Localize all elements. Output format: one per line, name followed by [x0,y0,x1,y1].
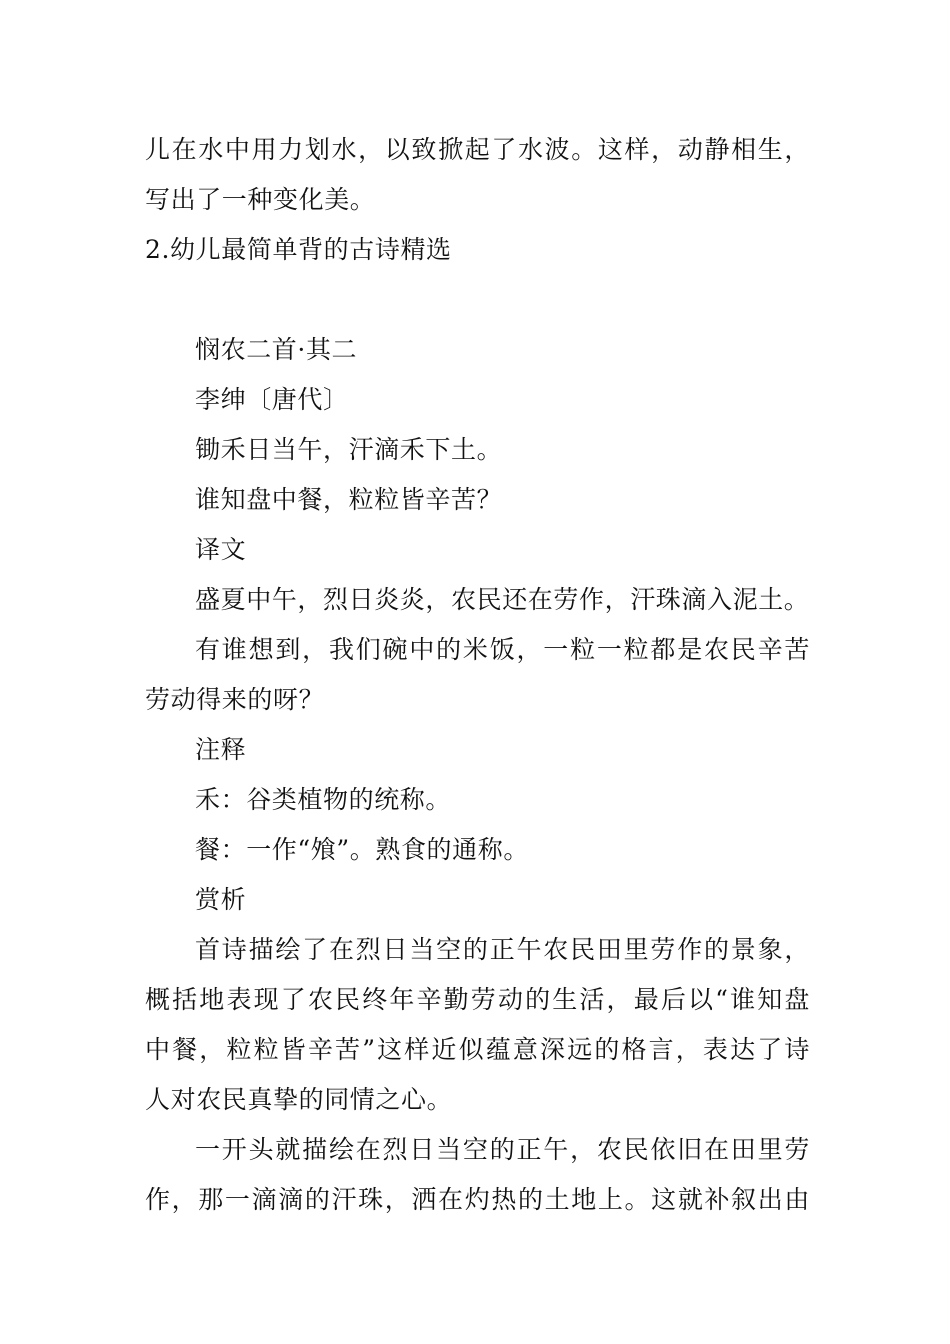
note-item-1: 禾：谷类植物的统称。 [195,785,452,814]
translation-line-3: 劳动得来的呀？ [145,685,325,714]
appreciation-p1-line-4: 人对农民真挚的同情之心。 [145,1085,453,1114]
appreciation-p1-line-1: 首诗描绘了在烈日当空的正午农民田里劳作的景象， [195,935,810,964]
appreciation-heading: 赏析 [195,885,247,914]
poem-line-1: 锄禾日当午，汗滴禾下土。 [195,435,503,464]
appreciation-p2-line-1: 一开头就描绘在烈日当空的正午，农民依旧在田里劳 [195,1135,810,1164]
section-heading: 2.幼儿最简单背的古诗精选 [145,235,452,264]
poem-title: 悯农二首·其二 [195,335,358,364]
intro-line-1: 儿在水中用力划水，以致掀起了水波。这样，动静相生， [145,135,810,164]
translation-line-2: 有谁想到，我们碗中的米饭，一粒一粒都是农民辛苦 [195,635,810,664]
poem-line-2: 谁知盘中餐，粒粒皆辛苦？ [195,485,503,514]
appreciation-p1-line-3: 中餐，粒粒皆辛苦”这样近似蕴意深远的格言，表达了诗 [145,1035,810,1064]
intro-line-2: 写出了一种变化美。 [145,185,376,214]
appreciation-p1-line-2: 概括地表现了农民终年辛勤劳动的生活，最后以“谁知盘 [145,985,810,1014]
appreciation-p2-line-2: 作，那一滴滴的汗珠，洒在灼热的土地上。这就补叙出由 [145,1185,810,1214]
note-item-2: 餐：一作“飧”。熟食的通称。 [195,835,529,864]
translation-heading: 译文 [195,535,247,564]
notes-heading: 注释 [195,735,247,764]
translation-line-1: 盛夏中午，烈日炎炎，农民还在劳作，汗珠滴入泥土。 [195,585,810,614]
poem-author: 李绅〔唐代〕 [195,385,349,414]
